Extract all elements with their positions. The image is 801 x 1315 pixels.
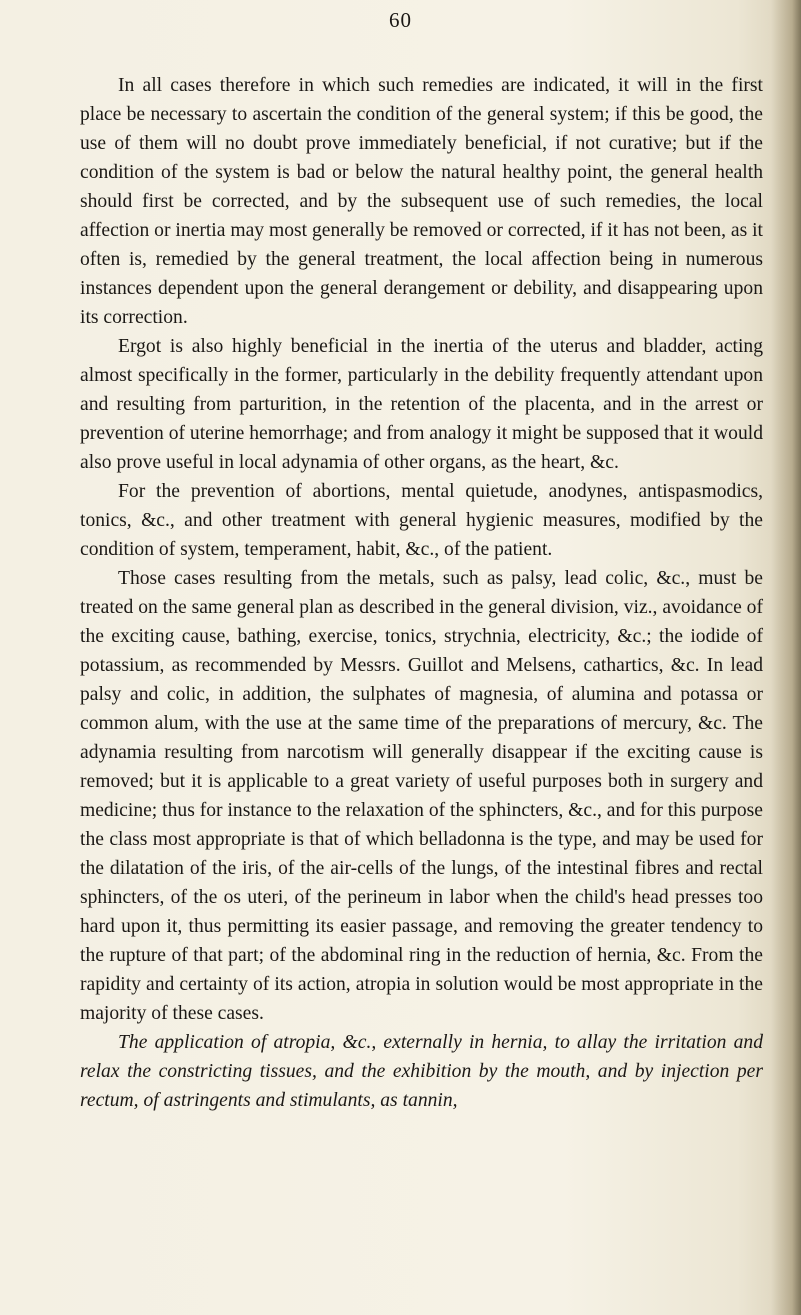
body-text xyxy=(80,71,763,1115)
page-edge-shadow xyxy=(771,0,801,1315)
paragraph-atropia-application: The application of atropia, &c., externally in hernia, to allay the irritation and relax the constricting tissues, and the exhibition by the mouth, and by injection per rectum, of astringents and stimulants, as tannin, xyxy=(80,1032,763,1111)
paragraph-metals: Those cases resulting from the metals, such as palsy, lead colic, &c., must be treated on the same general plan as described in the general division, viz., avoidance of the exciting cause, bathing, exercise, tonics, strychnia, electricity, &c.; the iodide of potassium, as recommended by Messrs. Guillot and Melsens, cathartics, &c. In lead palsy and colic, in addition, the sulphates of magnesia, of alumina and potassa or common alum, with the use at the same time of the preparations of mercury, &c. The adynamia resulting from narcotism will generally disappear if the exciting cause is removed; but it is applicable to a great variety of useful purposes both in surgery and medicine; thus for instance to the relaxation of the sphincters, &c., and for this purpose the class most appropriate is that of which belladonna is the type, and may be used for the dilatation of the iris, of the air-cells of the lungs, of the intestinal fibres and rectal sphincters, of the os uteri, of the perineum in labor when the child's head presses too hard upon it, thus permitting its easier passage, and removing the greater tendency to the rupture of that part; of the abdominal ring in the reduction of hernia, &c. From the rapidity and certainty of its action, atropia in solution would be most appropriate in the majority of these cases. xyxy=(80,568,763,1024)
paragraph-abortions: For the prevention of abortions, mental quietude, anodynes, antispasmodics, tonics, &c., and other treatment with general hygienic measures, modified by the condition of system, temperament, habit, &c., of the patient. xyxy=(80,481,763,560)
page-number: 60 xyxy=(389,8,412,32)
paragraph-ergot: Ergot is also highly beneficial in the inertia of the uterus and bladder, acting almost specifically in the former, particularly in the debility frequently attendant upon and resulting from parturition, in the retention of the placenta, and in the arrest or prevention of uterine hemorrhage; and from analogy it might be supposed that it would also prove useful in local adynamia of other organs, as the heart, &c. xyxy=(80,336,763,473)
paragraph-general-system: In all cases therefore in which such remedies are indicated, it will in the first place be necessary to ascertain the condition of the general system; if this be good, the use of them will no doubt prove immediately beneficial, if not curative; but if the condition of the system is bad or below the natural healthy point, the general health should first be corrected, and by the subsequent use of such remedies, the local affection or inertia may most generally be removed or corrected, if it has not been, as it often is, remedied by the general treatment, the local affection being in numerous instances dependent upon the general derangement or debility, and disappearing upon its correction. xyxy=(80,75,763,328)
